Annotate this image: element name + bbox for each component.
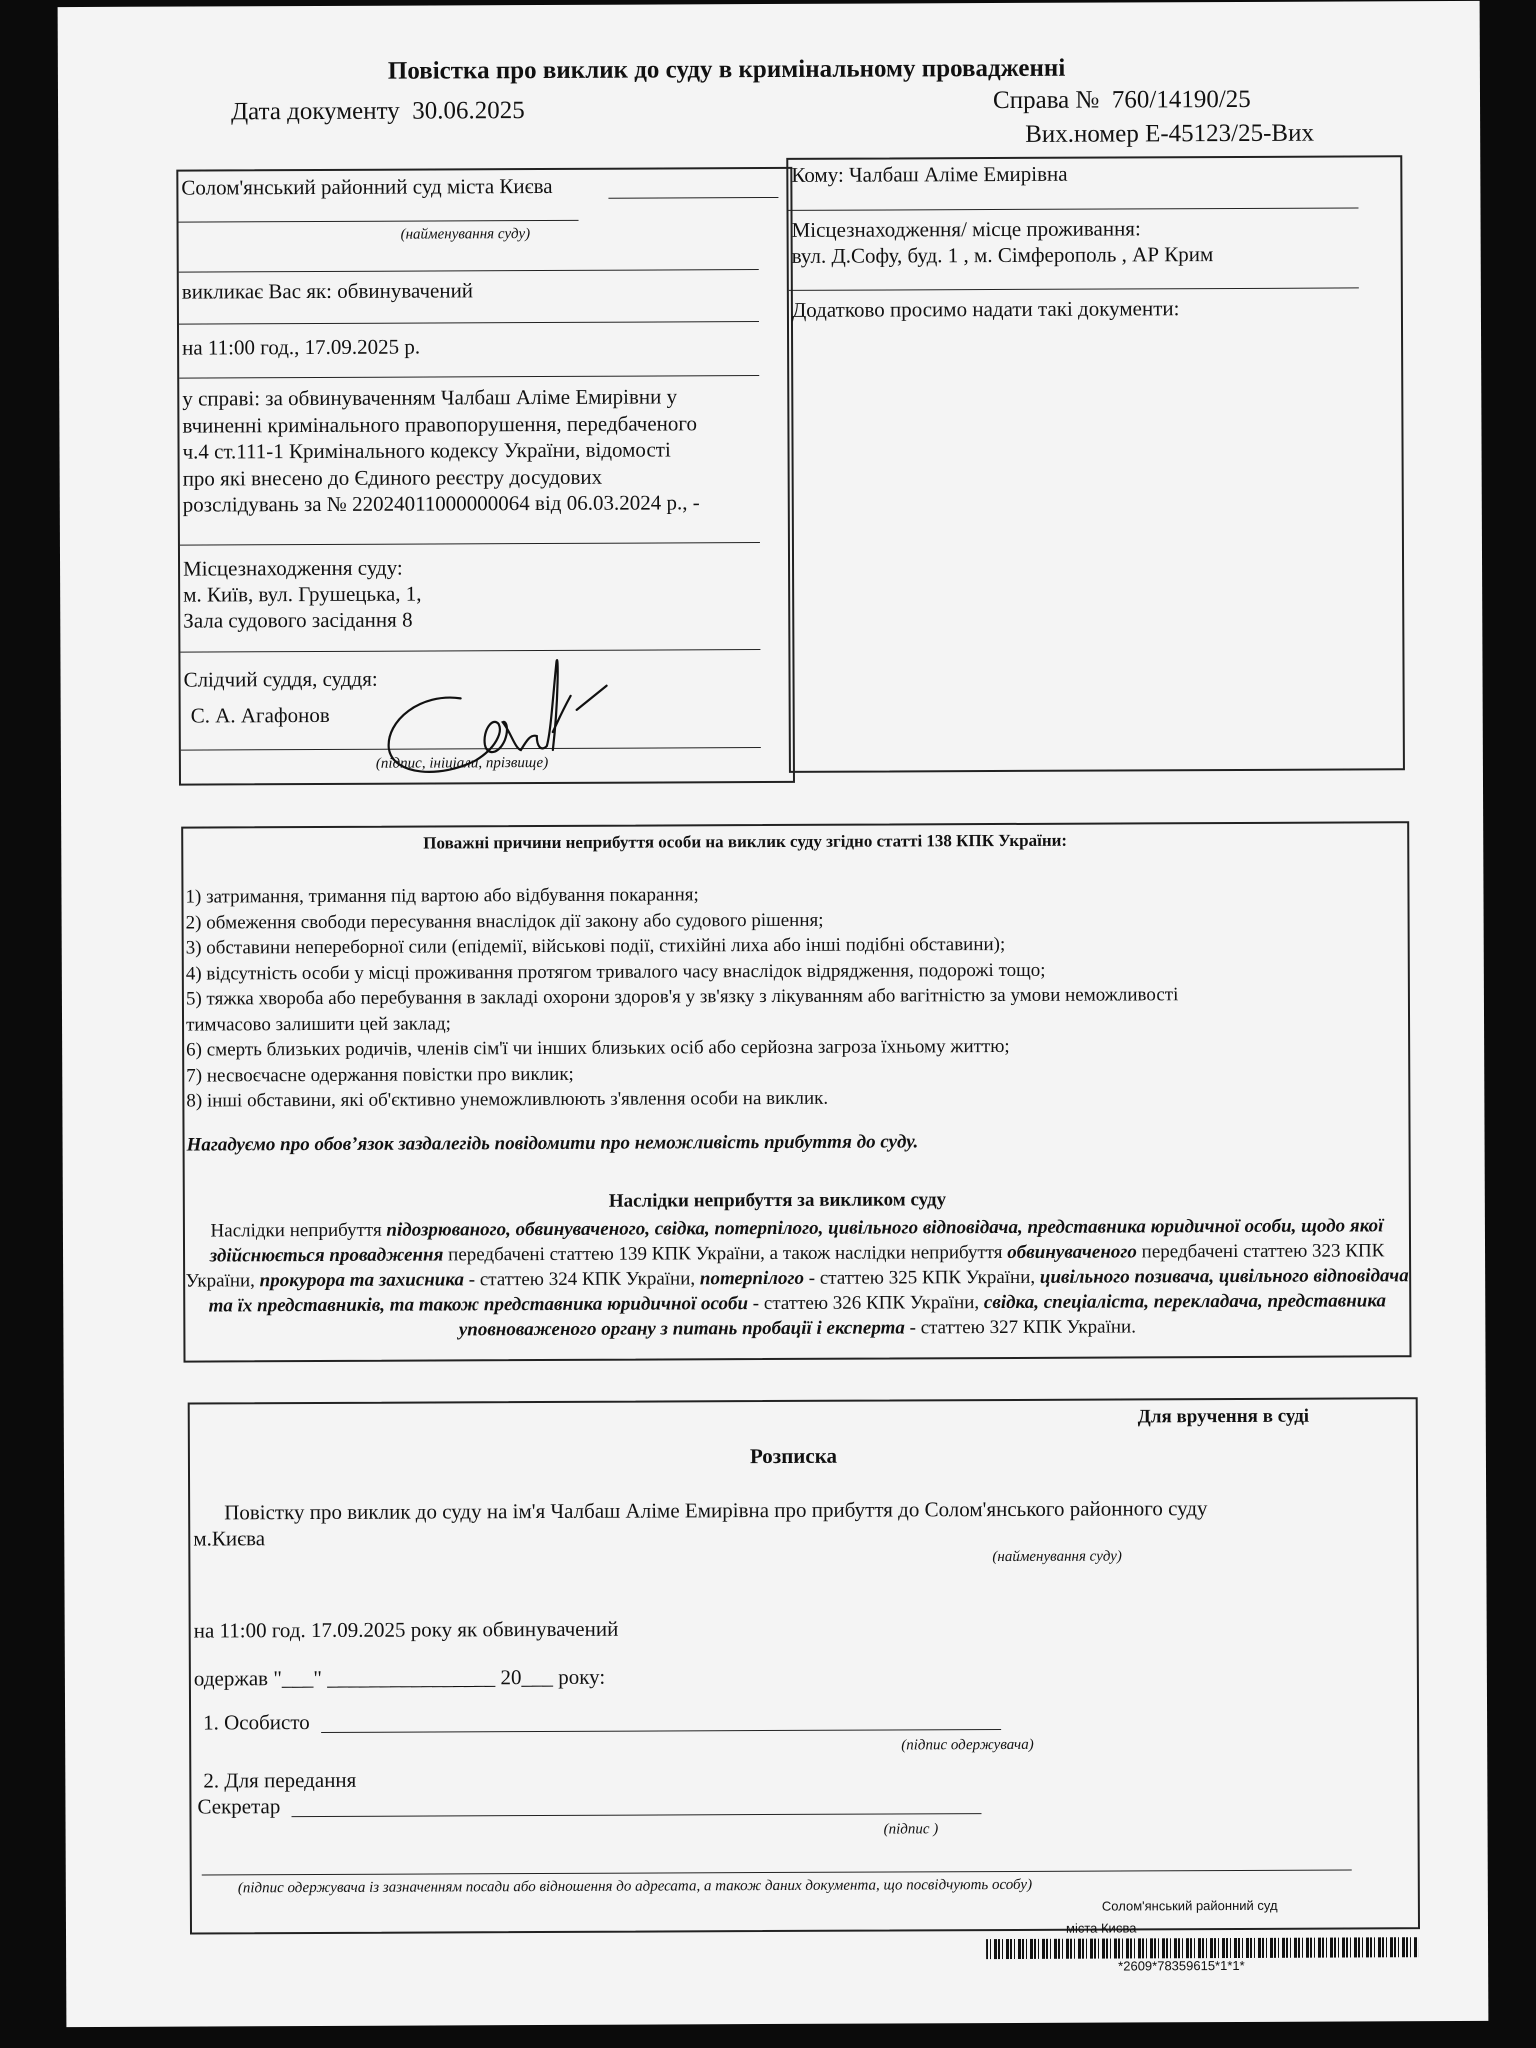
signature-caption: (підпис, ініціали, прізвище) (375, 754, 549, 772)
list-item: 3) обставини непереборної сили (епідемії, військові події, стихійні лиха або інші подібні обставини); (185, 933, 1006, 959)
consequences-text: Наслідки неприбуття підозрюваного, обвинуваченого, свідка, потерпілого, цивільного відповідача, представника юридичної особи, щодо якої здійснюється провадження передбачені статтею 139 КПК України, а також наслідки неприбуття обвинуваченого передбачені статтею 323 КПК України, прокурора та захисника - статтею 324 КПК України, потерпілого - статтею 325 КПК України, цивільного позивача, цивільного відповідача та їх представників, та також представника юридичної особи - статтею 326 КПК України, свідка, спеціаліста, перекладача, представника уповноваженого органу з питань пробації і експерта - статтею 327 КПК України. (185, 1215, 1409, 1341)
court-caption: (найменування суду) (400, 226, 531, 243)
reasons-list (185, 880, 1178, 1114)
case-number: Справа № 760/14190/25 (992, 85, 1251, 115)
recipient-signature-caption: (підпис одержувача) (901, 1736, 1034, 1754)
case-description: у справі: за обвинуваченням Чалбаш Аліме Емирівни у вчиненні кримінального правопорушення, передбаченого ч.4 ст.111-1 Кримінального кодексу України, відомості про які внесено до Єдиного реєстру досудових розслідувань за № 22024011000000064 від 06.03.2024 р., - (182, 384, 700, 517)
document-date: Дата документу 30.06.2025 (230, 97, 525, 126)
summons-right-panel (786, 155, 1405, 773)
list-item: 4) відсутність особи у місці проживання протягом тривалого часу внаслідок відрядження, подорожі тощо; (185, 959, 1046, 985)
hearing-datetime: на 11:00 год., 17.09.2025 р. (182, 334, 421, 360)
list-item: 5) тяжка хвороба або перебування в закладі охорони здоров'я у зв'язку з лікуванням або вагітністю за умови неможливості (185, 984, 1179, 1010)
consequences-heading: Наслідки неприбуття за викликом суду (608, 1189, 947, 1212)
barcode (986, 1937, 1418, 1959)
judge-label: Слідчий суддя, суддя: (183, 666, 378, 692)
list-item: тимчасово залишити цей заклад; (185, 1012, 451, 1036)
list-item: 8) інші обставини, які об'єктивно унеможливлюють з'явлення особи на виклик. (186, 1087, 829, 1112)
receipt-line-2: на 11:00 год. 17.09.2025 року як обвинувачений (193, 1616, 619, 1643)
receipt-line-1: Повістку про виклик до суду на ім'я Чалбаш Аліме Емирівна про прибуття до Солом'янського районного суду (224, 1496, 1208, 1525)
summons-role: викликає Вас як: обвинувачений (181, 278, 474, 304)
receipt-title: Розписка (749, 1443, 838, 1469)
documents-label: Додатково просимо надати такі документи: (791, 296, 1180, 322)
court-location: Місцезнаходження суду: м. Київ, вул. Грушецька, 1, Зала судового засідання 8 (182, 555, 422, 633)
reminder-text: Нагадуємо про обов’язок заздалегідь повідомити про неможливість прибуття до суду. (186, 1131, 919, 1156)
receipt-court-caption: (найменування суду) (992, 1548, 1122, 1566)
list-item: 1) затримання, тримання під вартою або відбування покарання; (185, 884, 699, 908)
list-item: 2) обмеження свободи пересування внаслідок дії закону або судового рішення; (185, 909, 824, 934)
receipt-personally: 1. Особисто (203, 1710, 310, 1735)
judge-name: С. А. Агафонов (190, 702, 330, 728)
judge-signature (380, 640, 621, 781)
address-value: вул. Д.Софу, буд. 1 , м. Сімферополь , АР Крим (791, 242, 1214, 268)
recipient-name: Кому: Чалбаш Аліме Емирівна (791, 161, 1068, 187)
reasons-box (181, 821, 1411, 1362)
barcode-text: *2609*78359615*1*1* (1118, 1957, 1245, 1974)
receipt-transfer: 2. Для передання (203, 1767, 357, 1793)
summons-left-panel (176, 167, 795, 786)
receipt-line-1b: м.Києва (193, 1526, 266, 1551)
secretary-signature-caption: (підпис ) (883, 1821, 939, 1838)
receipt-tag: Для вручення в суді (1137, 1405, 1310, 1428)
receipt-footer-caption: (підпис одержувача із зазначенням посади або відношення до адресата, а також даних документа, що посвідчують особу) (237, 1876, 1033, 1897)
outgoing-number: Вих.номер Е-45123/25-Вих (1025, 119, 1315, 148)
list-item: 7) несвоєчасне одержання повістки про виклик; (186, 1063, 574, 1087)
footer-court-name: Солом'янський районний суд (1101, 1897, 1278, 1914)
reasons-heading: Поважні причини неприбуття особи на виклик суду згідно статті 138 КПК України: (423, 830, 1068, 853)
document-page (58, 1, 1489, 2027)
receipt-box (188, 1397, 1420, 1934)
list-item: 6) смерть близьких родичів, членів сім'ї чи інших близьких осіб або серйозна загроза їхньому життю; (186, 1035, 1010, 1061)
footer-court-city: міста Києва (1065, 1920, 1137, 1936)
court-name: Солом'янський районний суд міста Києва (181, 173, 553, 200)
address-label: Місцезнаходження/ місце проживання: (791, 216, 1141, 242)
receipt-secretary: Секретар (197, 1794, 281, 1819)
receipt-received: одержав "___" ________________ 20___ року: (193, 1664, 606, 1691)
document-title: Повістка про виклик до суду в кримінальному провадженні (387, 54, 1066, 85)
